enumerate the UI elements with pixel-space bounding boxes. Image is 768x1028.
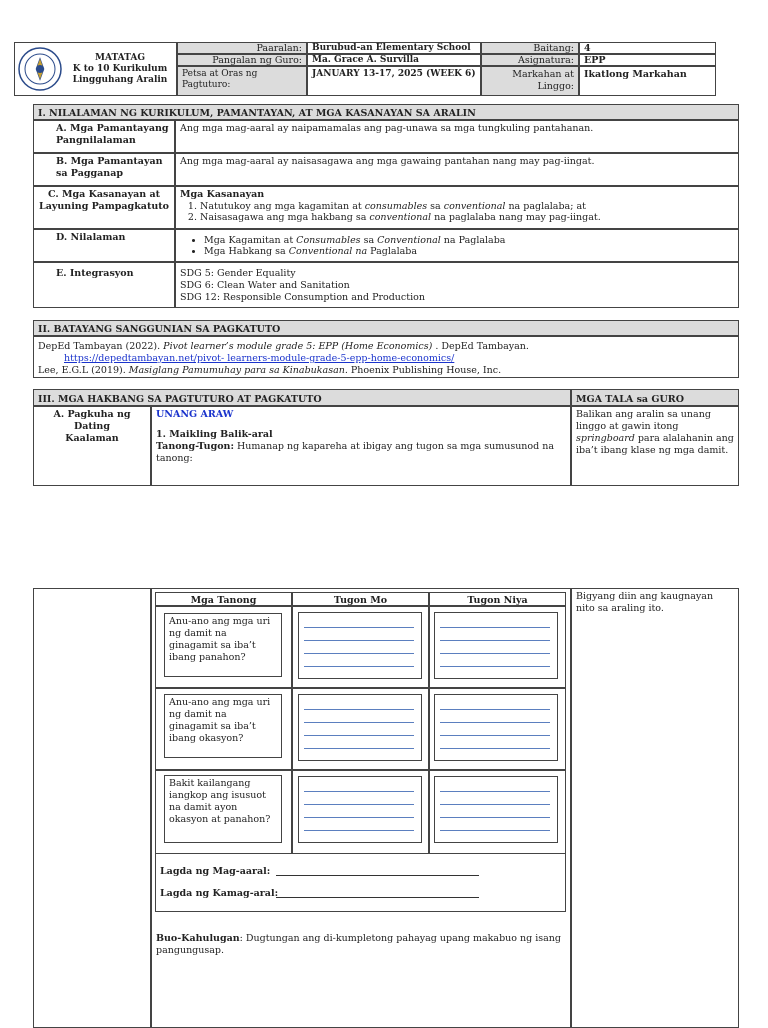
answer-line (304, 804, 414, 805)
answer-line (304, 627, 414, 628)
answer-line (304, 817, 414, 818)
buo-kahulugan: Buo-Kahulugan: Dugtungan ang di-kumpletong pahayag upang makabuo ng isang pangungusap. (156, 933, 562, 956)
ref-1-link[interactable]: https://depedtambayan.net/pivot- learners-module-grade-5-epp-home-economics/ (64, 353, 455, 364)
guro-label: Pangalan ng Guro: (177, 54, 307, 66)
sig-mag-aaral-line[interactable] (276, 875, 479, 876)
answer-line (440, 722, 550, 723)
answer-box-niya-1[interactable] (434, 612, 558, 679)
sig-mag-aaral-label: Lagda ng Mag-aaral: (160, 866, 271, 877)
s1-e-label: E. Integrasyon (33, 262, 175, 308)
s1-c-label: C. Mga Kasanayan at Layuning Pampagkatuto (33, 186, 175, 229)
answer-line (304, 735, 414, 736)
plan-type: Lingguhang Aralin (72, 75, 168, 85)
answer-line (304, 830, 414, 831)
s1-d-label: D. Nilalaman (33, 229, 175, 262)
ref-1-link-row (38, 353, 734, 365)
s1-a-label: A. Mga Pamantayang Pangnilalaman (33, 120, 175, 153)
teacher-note-2: Bigyang diin ang kaugnayan nito sa araling ito. (571, 588, 739, 1028)
question-box-1: Anu-ano ang mga uri ng damit na ginagamit sa iba’t ibang panahon? (164, 613, 282, 677)
answer-line (304, 640, 414, 641)
answer-line (304, 653, 414, 654)
section2-title: II. BATAYANG SANGGUNIAN SA PAGKATUTO (33, 320, 739, 336)
s3-a-content (151, 406, 571, 486)
c-list (180, 201, 734, 223)
answer-line (440, 653, 550, 654)
answer-line (304, 666, 414, 667)
answer-line (440, 748, 550, 749)
s1-d-content (175, 229, 739, 262)
e-line-1: SDG 5: Gender Equality (180, 268, 296, 279)
s1-c-content (175, 186, 739, 229)
petsa-label: Petsa at Oras ng Pagtuturo: (177, 66, 307, 96)
question-box-3: Bakit kailangang iangkop ang isusuot na damit ayon okasyon at panahon? (164, 775, 282, 843)
deped-seal-icon (18, 47, 62, 91)
asignatura-value: EPP (579, 54, 716, 66)
guro-value: Ma. Grace A. Survilla (307, 54, 481, 66)
answer-box-mo-1[interactable] (298, 612, 422, 679)
curriculum-name: K to 10 Kurikulum (72, 64, 168, 74)
answer-line (440, 804, 550, 805)
ref-1: DepEd Tambayan (2022). Pivot learner’s module grade 5: EPP (Home Economics) . DepEd Tambayan. (38, 341, 529, 352)
s1-e-content (175, 262, 739, 308)
answer-box-niya-2[interactable] (434, 694, 558, 761)
c-item-2: 2. Naisasagawa ang mga hakbang sa conventional na paglalaba nang may pag-iingat. (200, 212, 734, 223)
petsa-value: JANUARY 13-17, 2025 (WEEK 6) (307, 66, 481, 96)
answer-line (304, 791, 414, 792)
s3-a-label: A. Pagkuha ng Dating Kaalaman (33, 406, 151, 486)
p2-left-cell (33, 588, 151, 1028)
s1-b-label: B. Mga Pamantayan sa Pagganap (33, 153, 175, 186)
day-label: UNANG ARAW (156, 409, 234, 420)
activity-title: 1. Maikling Balik-aral (156, 429, 273, 440)
paaralan-value: Burubud-an Elementary School (307, 42, 481, 54)
program-name: MATATAG (94, 53, 146, 63)
col-header-tugon-mo: Tugon Mo (292, 592, 429, 606)
answer-line (304, 722, 414, 723)
d-list (180, 235, 734, 257)
program-title (64, 53, 176, 86)
col-header-tanong: Mga Tanong (155, 592, 292, 606)
baitang-label: Baitang: (481, 42, 579, 54)
d-item-2: • Mga Habkang sa Conventional na Paglalaba (204, 246, 734, 257)
teacher-note-1: Balikan ang aralin sa unang linggo at gawin itong springboard para alalahanin ang iba’t ibang klase ng mga damit. (571, 406, 739, 486)
answer-box-mo-3[interactable] (298, 776, 422, 843)
ref-2: Lee, E.G.L (2019). Masiglang Pamumuhay para sa Kinabukasan. Phoenix Publishing House, Inc. (38, 365, 502, 376)
answer-line (440, 627, 550, 628)
sig-kamag-aaral-line[interactable] (276, 897, 479, 898)
e-line-2: SDG 6: Clean Water and Sanitation (180, 280, 350, 291)
answer-box-mo-2[interactable] (298, 694, 422, 761)
section1-title: I. NILALAMAN NG KURIKULUM, PAMANTAYAN, AT MGA KASANAYAN SA ARALIN (33, 104, 739, 120)
c-heading: Mga Kasanayan (180, 189, 265, 200)
question-box-2: Anu-ano ang mga uri ng damit na ginagamit sa iba’t ibang okasyon? (164, 694, 282, 758)
baitang-value: 4 (579, 42, 716, 54)
section3-title: III. MGA HAKBANG SA PAGTUTURO AT PAGKATUTO (33, 389, 571, 406)
answer-line (440, 791, 550, 792)
s1-b-text: Ang mga mag-aaral ay naisasagawa ang mga gawaing pantahan nang may pag-iingat. (175, 153, 739, 186)
answer-line (440, 735, 550, 736)
tanong-tugon: Tanong-Tugon: Humanap ng kapareha at ibigay ang tugon sa mga sumusunod na tanong: (156, 441, 555, 464)
markahan-value: Ikatlong Markahan (579, 66, 716, 96)
answer-line (304, 748, 414, 749)
answer-line (440, 817, 550, 818)
e-line-3: SDG 12: Responsible Consumption and Production (180, 292, 425, 303)
col-header-tugon-niya: Tugon Niya (429, 592, 566, 606)
markahan-label: Markahan at Linggo: (481, 66, 579, 96)
answer-line (304, 709, 414, 710)
paaralan-label: Paaralan: (177, 42, 307, 54)
answer-line (440, 830, 550, 831)
answer-box-niya-3[interactable] (434, 776, 558, 843)
d-item-1: • Mga Kagamitan at Consumables sa Conventional na Paglalaba (204, 235, 734, 246)
asignatura-label: Asignatura: (481, 54, 579, 66)
section2-content (33, 336, 739, 378)
sig-kamag-aaral-label: Lagda ng Kamag-aral: (160, 888, 279, 899)
s1-a-text: Ang mga mag-aaral ay naipamamalas ang pag-unawa sa mga tungkuling pantahanan. (175, 120, 739, 153)
answer-line (440, 666, 550, 667)
notes-title: MGA TALA sa GURO (571, 389, 739, 406)
answer-line (440, 640, 550, 641)
c-item-1: 1. Natutukoy ang mga kagamitan at consumables sa conventional na paglalaba; at (200, 201, 734, 212)
answer-line (440, 709, 550, 710)
